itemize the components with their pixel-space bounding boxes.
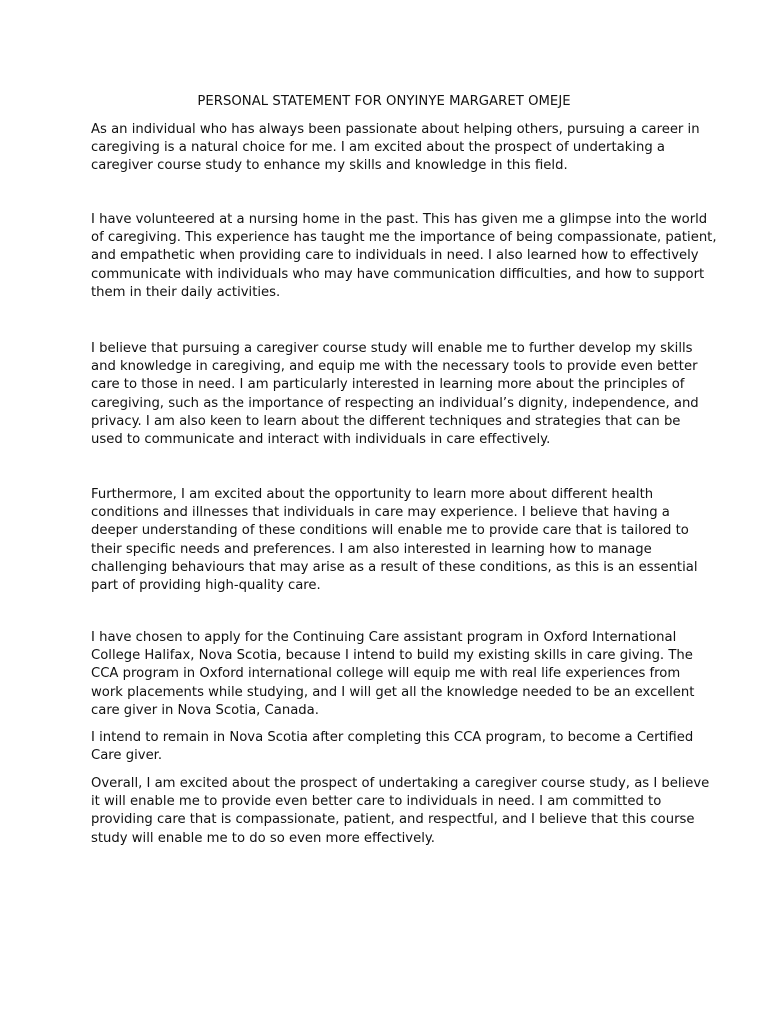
- paragraph-line: part of providing high-quality care.: [91, 577, 321, 593]
- paragraph-line: deeper understanding of these conditions will enable me to provide care that is tailored to: [91, 523, 689, 539]
- paragraph-line: work placements while studying, and I will get all the knowledge needed to be an excellent: [91, 684, 695, 700]
- paragraph-line: and empathetic when providing care to individuals in need. I also learned how to effectively: [91, 248, 699, 264]
- paragraph-intro: [91, 121, 700, 176]
- paragraph-conclusion: [91, 775, 710, 848]
- paragraph-line: challenging behaviours that may arise as a result of these conditions, as this is an essential: [91, 559, 698, 575]
- paragraph-line: I intend to remain in Nova Scotia after completing this CCA program, to become a Certified: [91, 730, 694, 745]
- paragraph-line: used to communicate and interact with individuals in care effectively.: [91, 431, 551, 447]
- paragraph-line: communicate with individuals who may have communication difficulties, and how to support: [91, 266, 705, 282]
- paragraph-health-conditions: [91, 486, 698, 595]
- paragraph-line: Care giver.: [91, 748, 163, 764]
- paragraph-line: caregiver course study to enhance my skills and knowledge in this field.: [91, 158, 568, 174]
- paragraph-line: care giver in Nova Scotia, Canada.: [91, 702, 319, 718]
- paragraph-course-goals: [91, 340, 699, 449]
- paragraph-line: College Halifax, Nova Scotia, because I intend to build my existing skills in care giving. The: [91, 648, 693, 664]
- paragraph-line: I have volunteered at a nursing home in the past. This has given me a glimpse into the world: [91, 212, 708, 227]
- paragraph-line: As an individual who has always been passionate about helping others, pursuing a career in: [91, 122, 700, 137]
- paragraph-line: Furthermore, I am excited about the opportunity to learn more about different health: [91, 487, 654, 502]
- paragraph-volunteer-experience: [91, 211, 717, 302]
- document-title: PERSONAL STATEMENT FOR ONYINYE MARGARET OMEJE: [197, 94, 571, 109]
- paragraph-line: caregiving, such as the importance of respecting an individual’s dignity, independence, and: [91, 395, 699, 411]
- paragraph-line: conditions and illnesses that individuals in care may experience. I believe that having a: [91, 505, 670, 521]
- paragraph-line: providing care that is compassionate, patient, and respectful, and I believe that this course: [91, 812, 695, 828]
- paragraph-line: Overall, I am excited about the prospect of undertaking a caregiver course study, as I believe: [91, 776, 710, 791]
- paragraph-line: it will enable me to provide even better care to individuals in need. I am committed to: [91, 794, 662, 810]
- paragraph-line: them in their daily activities.: [91, 284, 281, 300]
- paragraph-line: and knowledge in caregiving, and equip me with the necessary tools to provide even better: [91, 359, 698, 375]
- paragraph-line: caregiving is a natural choice for me. I am excited about the prospect of undertaking a: [91, 140, 666, 156]
- paragraph-line: I have chosen to apply for the Continuing Care assistant program in Oxford International: [91, 630, 677, 645]
- paragraph-line: their specific needs and preferences. I am also interested in learning how to manage: [91, 541, 652, 557]
- paragraph-program-choice: [91, 629, 695, 720]
- paragraph-line: CCA program in Oxford international college will equip me with real life experiences from: [91, 666, 681, 682]
- paragraph-line: privacy. I am also keen to learn about the different techniques and strategies that can be: [91, 413, 681, 429]
- paragraph-line: care to those in need. I am particularly interested in learning more about the principles of: [91, 377, 685, 393]
- paragraph-line: I believe that pursuing a caregiver course study will enable me to further develop my skills: [91, 341, 693, 356]
- paragraph-line: study will enable me to do so even more effectively.: [91, 830, 435, 846]
- paragraph-future-plans: [91, 729, 694, 765]
- paragraph-line: of caregiving. This experience has taught me the importance of being compassionate, patient,: [91, 230, 717, 246]
